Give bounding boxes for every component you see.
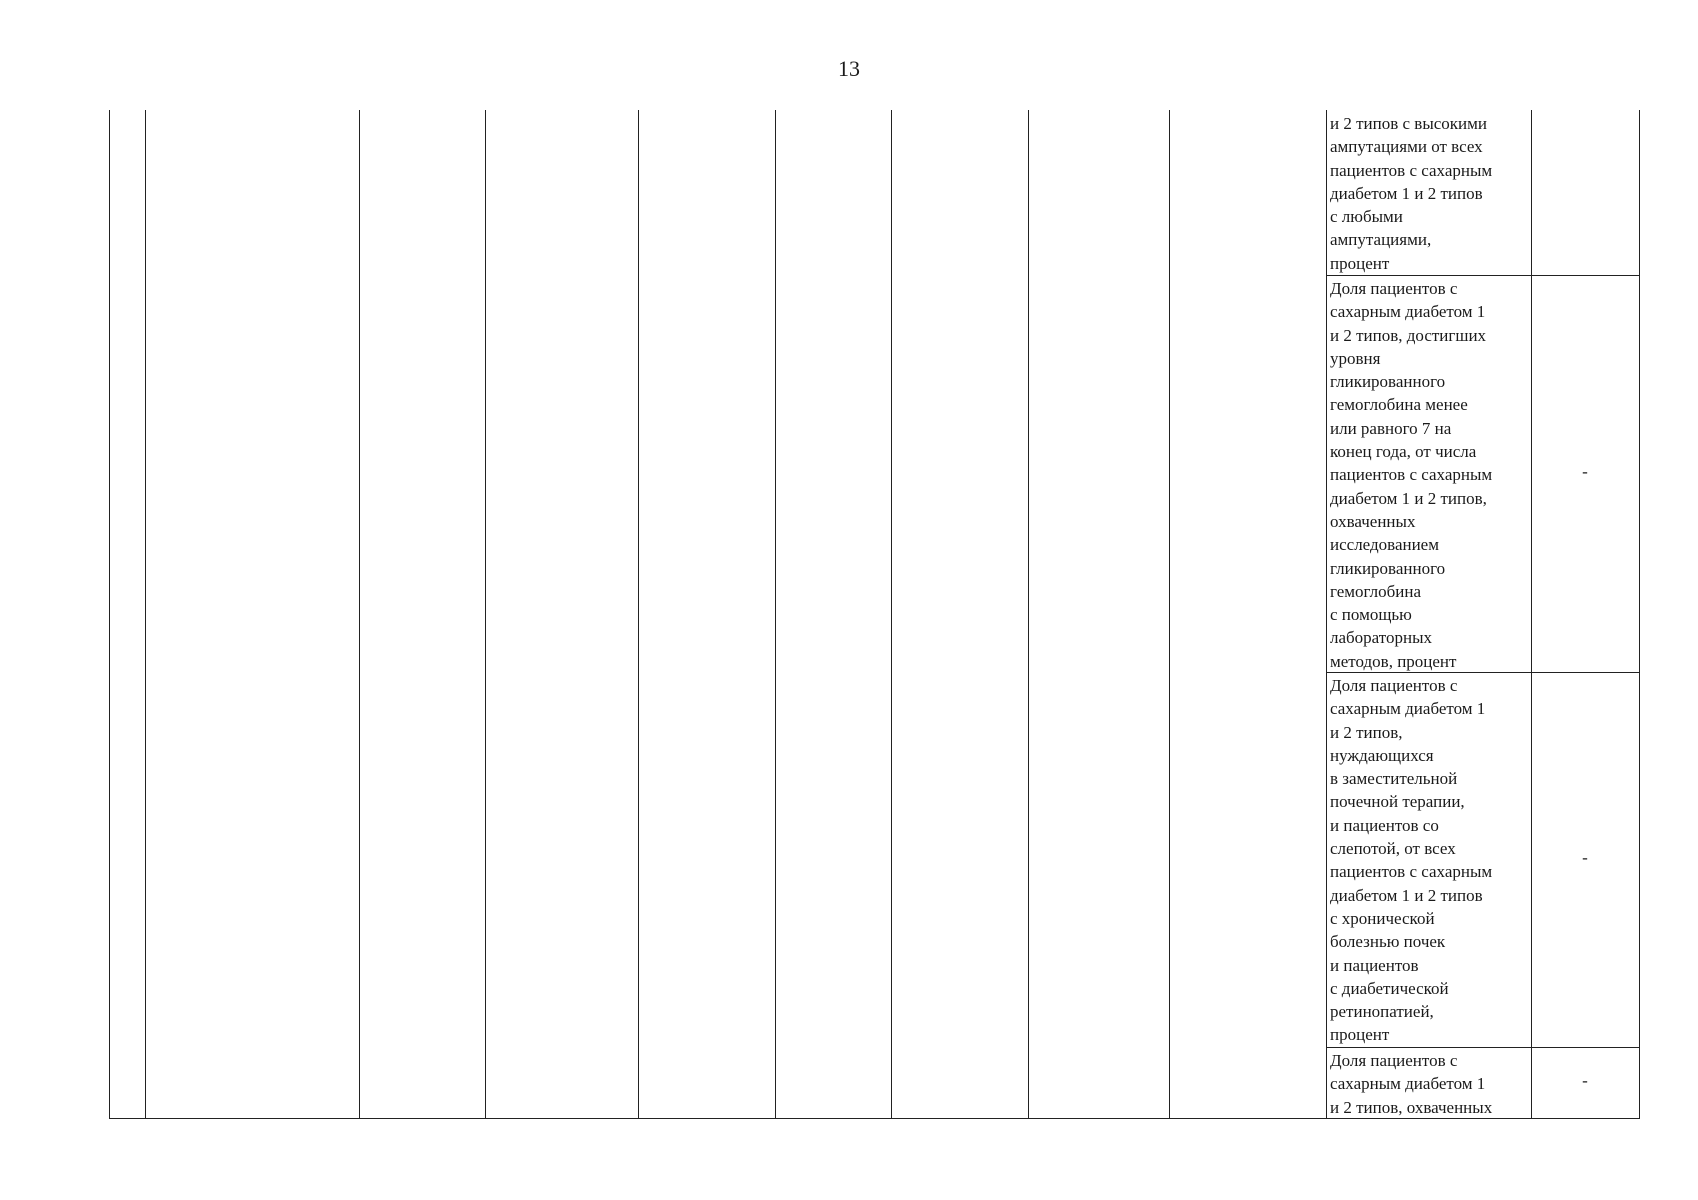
table-column-border bbox=[145, 110, 146, 1119]
table-column-border bbox=[359, 110, 360, 1119]
page-number: 13 bbox=[838, 56, 860, 81]
indicator-cell: Доля пациентов с сахарным диабетом 1 и 2 типов, охваченных bbox=[1330, 1051, 1493, 1117]
table-column-border bbox=[891, 110, 892, 1119]
value-cell: - bbox=[1582, 1071, 1588, 1090]
value-cell: - bbox=[1582, 462, 1588, 481]
row-separator bbox=[1326, 275, 1639, 276]
indicator-cell: Доля пациентов с сахарным диабетом 1 и 2 типов, нуждающихся в заместительной почечной терапии, и пациентов со слепотой, от всех пациентов с сахарным диабетом 1 и 2 типов с хронической болезнью почек и пациентов с диабетической ретинопатией, процент bbox=[1330, 676, 1493, 1045]
table-column-border bbox=[485, 110, 486, 1119]
table-column-border bbox=[1639, 110, 1640, 1119]
table-column-border bbox=[1028, 110, 1029, 1119]
row-separator bbox=[1326, 672, 1639, 673]
table-column-border bbox=[1169, 110, 1170, 1119]
row-separator bbox=[1326, 1047, 1639, 1048]
value-cell: - bbox=[1582, 848, 1588, 867]
table-column-border bbox=[638, 110, 639, 1119]
indicator-cell: и 2 типов с высокими ампутациями от всех пациентов с сахарным диабетом 1 и 2 типов с любыми ампутациями, процент bbox=[1330, 114, 1493, 273]
indicator-cell: Доля пациентов с сахарным диабетом 1 и 2 типов, достигших уровня гликированного гемоглобина менее или равного 7 на конец года, от числа пациентов с сахарным диабетом 1 и 2 типов, охваченных исследованием гликированного гемоглобина с помощью лабораторных методов, процент bbox=[1330, 279, 1493, 671]
table-column-border bbox=[775, 110, 776, 1119]
table-column-border bbox=[109, 110, 110, 1119]
